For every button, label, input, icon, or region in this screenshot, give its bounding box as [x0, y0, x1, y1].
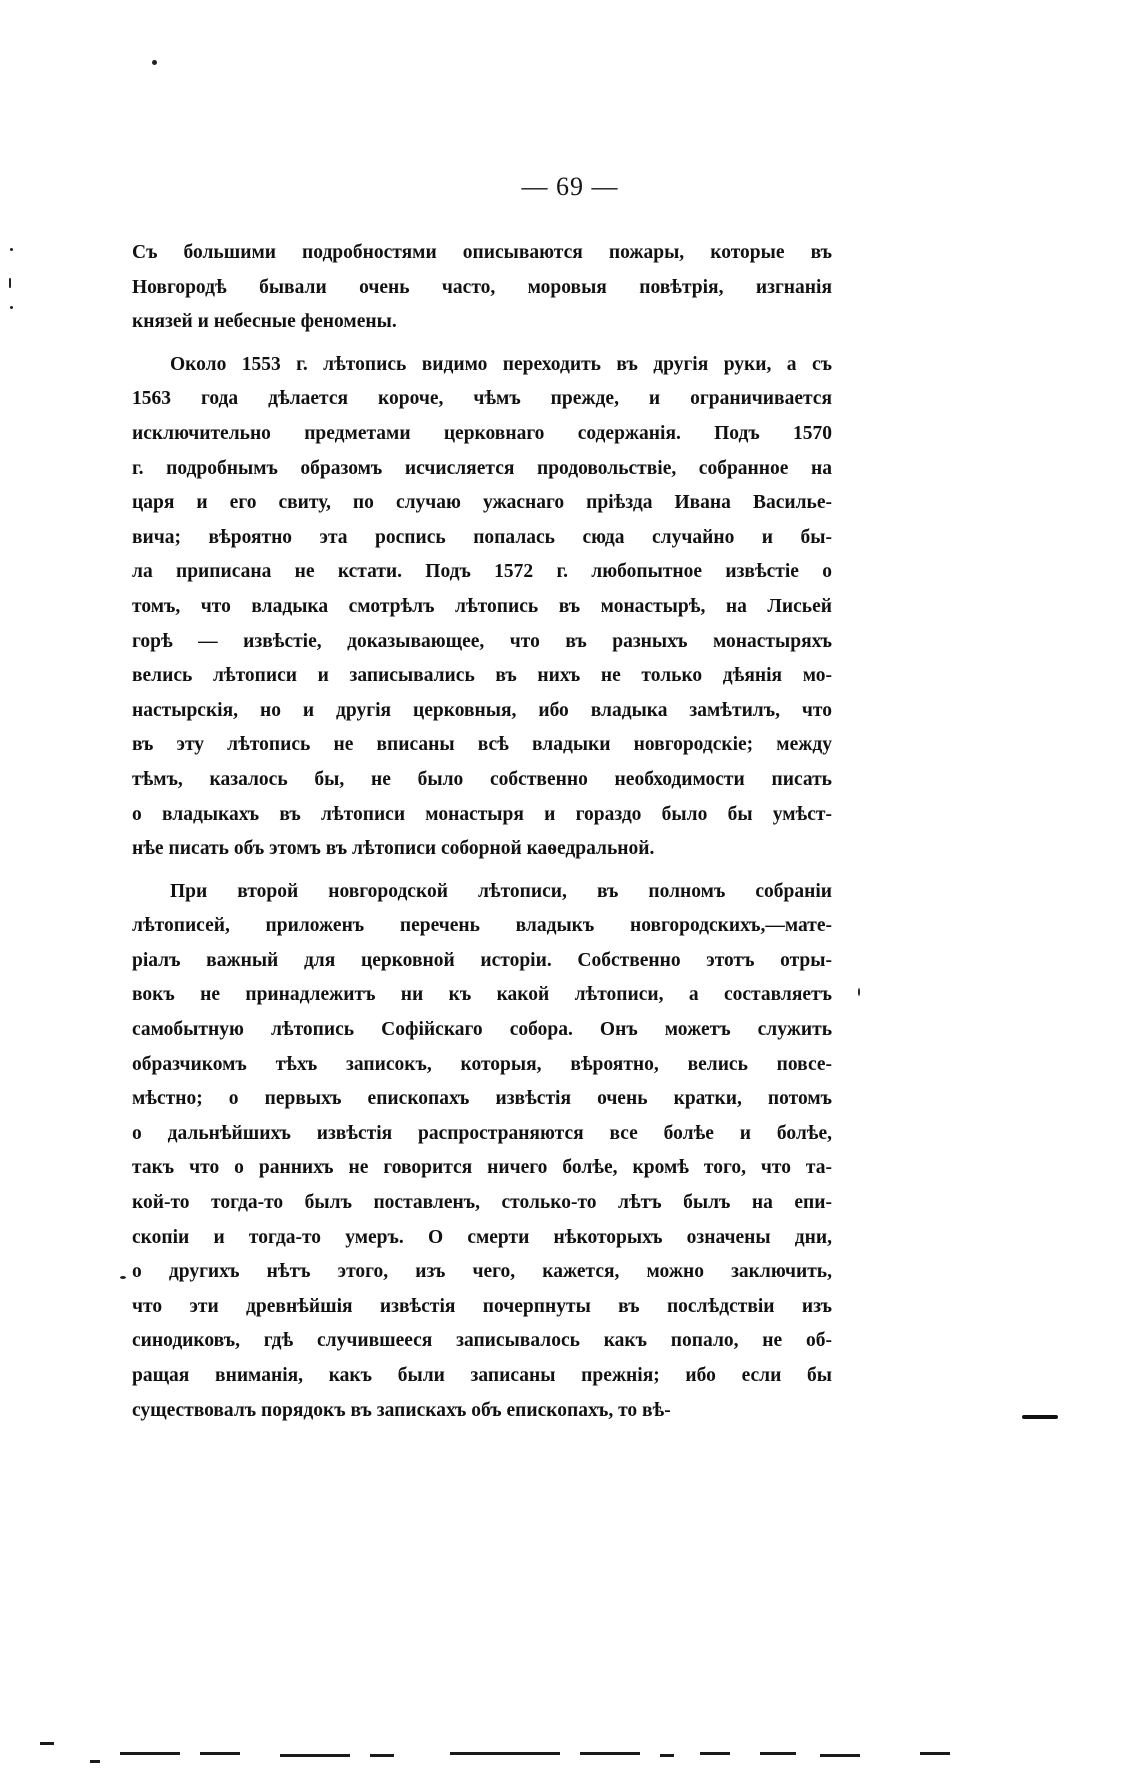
text-line: нѣе писать объ этомъ въ лѣтописи соборной каѳедральной.: [132, 838, 655, 860]
scan-speck: [9, 278, 11, 288]
text-line: томъ, что владыка смотрѣлъ лѣтопись въ монастырѣ, на Лисьей: [132, 595, 832, 617]
scan-speck: [858, 988, 860, 996]
text-line: ращая вниманія, какъ были записаны прежнія; ибо если бы: [132, 1365, 832, 1386]
text-line: г. подробнымъ образомъ исчисляется продовольствіе, собранное на: [132, 457, 832, 479]
text-line: вича; вѣроятно эта роспись попалась сюда случайно и бы-: [132, 526, 832, 548]
text-line: лѣтописей, приложенъ перечень владыкъ новгородскихъ,—мате-: [132, 915, 832, 937]
text-line: князей и небесные феномены.: [132, 311, 397, 333]
text-line: кой-то тогда-то былъ поставленъ, столько-то лѣтъ былъ на епи-: [132, 1192, 832, 1214]
scan-speck: [120, 1276, 126, 1279]
paragraph: [132, 236, 832, 340]
paragraph-gap: [132, 867, 832, 875]
text-line: вокъ не принадлежитъ ни къ какой лѣтописи, а составляетъ: [132, 984, 832, 1006]
text-line: исключительно предметами церковнаго содержанія. Подъ 1570: [132, 422, 832, 444]
text-line: скопіи и тогда-то умеръ. О смерти нѣкоторыхъ означены дни,: [132, 1226, 832, 1248]
text-line: о владыкахъ въ лѣтописи монастыря и гораздо было бы умѣст-: [132, 803, 832, 825]
text-line: велись лѣтописи и записывались въ нихъ не только дѣянія мо-: [132, 665, 832, 687]
text-line: образчикомъ тѣхъ записокъ, которыя, вѣроятно, велись повсе-: [132, 1053, 832, 1075]
text-line: При второй новгородской лѣтописи, въ полномъ собраніи: [170, 880, 832, 902]
text-line: синодиковъ, гдѣ случившееся записывалось какъ попало, не об-: [132, 1330, 832, 1352]
page-number: — 69 —: [521, 172, 619, 201]
scan-speck: [10, 306, 13, 309]
text-line: такъ что о раннихъ не говорится ничего болѣе, кромѣ того, что та-: [132, 1157, 832, 1179]
text-line: что эти древнѣйшія извѣстія почерпнуты въ послѣдствіи изъ: [132, 1295, 832, 1317]
text-line: горѣ — извѣстіе, доказывающее, что въ разныхъ монастыряхъ: [132, 630, 832, 652]
margin-dash: [1022, 1415, 1058, 1419]
body-text: [132, 236, 832, 1428]
text-line: ла приписана не кстати. Подъ 1572 г. любопытное извѣстіе о: [132, 561, 832, 583]
text-line: 1563 года дѣлается короче, чѣмъ прежде, и ограничивается: [132, 388, 832, 410]
paragraph-gap: [132, 340, 832, 348]
text-line: Около 1553 г. лѣтопись видимо переходить въ другія руки, а съ: [170, 353, 832, 375]
text-line: о другихъ нѣтъ этого, изъ чего, кажется, можно заключить,: [132, 1261, 832, 1283]
text-line: самобытную лѣтопись Софійскаго собора. Онъ можетъ служить: [132, 1019, 832, 1041]
text-line: тѣмъ, казалось бы, не было собственно необходимости писать: [132, 768, 832, 790]
paragraph: [132, 875, 832, 1429]
scan-speck: [152, 60, 157, 65]
bottom-scan-noise: [0, 1730, 1140, 1770]
text-line: царя и его свиту, по случаю ужаснаго пріѣзда Ивана Василье-: [132, 492, 832, 514]
paragraph: [132, 348, 832, 867]
scan-speck: [10, 248, 13, 251]
text-line: мѣстно; о первыхъ епископахъ извѣстія очень кратки, потомъ: [132, 1088, 832, 1110]
text-line: настырскія, но и другія церковныя, ибо владыка замѣтилъ, что: [132, 699, 832, 721]
text-line: ріалъ важный для церковной исторіи. Собственно этотъ отры-: [132, 949, 832, 971]
text-line: въ эту лѣтопись не вписаны всѣ владыки новгородскіе; между: [132, 734, 832, 756]
text-line: о дальнѣйшихъ извѣстія распространяются все болѣе и болѣе,: [132, 1122, 832, 1144]
text-line: существовалъ порядокъ въ запискахъ объ епископахъ, то вѣ-: [132, 1399, 671, 1421]
text-line: Съ большими подробностями описываются пожары, которые въ: [132, 242, 832, 263]
text-line: Новгородѣ бывали очень часто, моровыя повѣтрія, изгнанія: [132, 276, 832, 298]
